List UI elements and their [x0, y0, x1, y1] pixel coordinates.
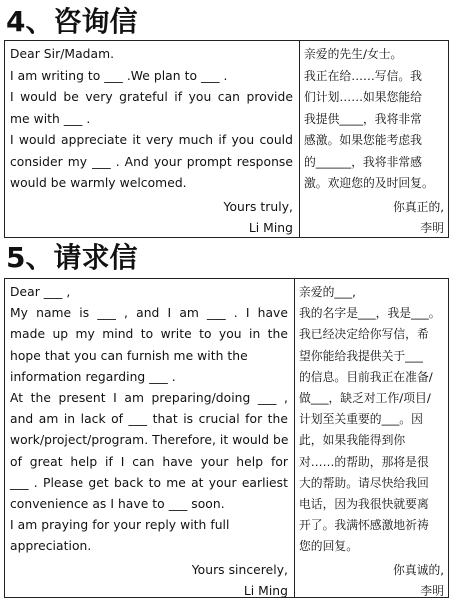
letter-line: 开了。我满怀感激地祈祷	[299, 518, 429, 533]
letter-line: appreciation.	[10, 539, 92, 554]
signoff-closing: 你真诚的,	[393, 562, 444, 577]
letter-line: 感激。如果您能考虑我	[304, 133, 422, 147]
request-letter-english	[5, 279, 295, 597]
letter-line: 我已经决定给你写信，希	[299, 327, 429, 342]
letter-line: ___ . Please get back to me at your earliest	[10, 475, 288, 490]
letter-line: convenience as I have to ___ soon.	[10, 497, 225, 512]
letter-line: 我提供____，我将非常	[304, 111, 422, 126]
letter-line: Dear ___ ,	[10, 285, 71, 299]
letter-line: 计划至关重要的___。因	[299, 412, 423, 427]
letter-line: 的______，我将非常感	[304, 154, 422, 169]
letter-line: 做___，缺乏对工作/项目/	[299, 391, 431, 406]
signoff-closing: Yours truly,	[223, 199, 293, 214]
letter-line: Dear Sir/Madam.	[10, 47, 115, 61]
letter-line: 望你能给我提供关于___	[299, 348, 423, 363]
letter-line: hope that you can furnish me with the	[10, 348, 248, 363]
letter-line: me with ___ .	[10, 111, 91, 126]
letter-line: 我的名字是___，我是___。	[299, 306, 441, 321]
letter-line: and am in lack of ___ that is crucial for the	[10, 412, 288, 427]
letter-line: I am praying for your reply with full	[10, 518, 230, 533]
letter-line: 大的帮助。请尽快给我回	[299, 475, 429, 490]
letter-line: 们计划……如果您能给	[304, 90, 422, 104]
letter-line: work/project/program. Therefore, it would be	[10, 433, 289, 448]
letter-line: 您的回复。	[299, 539, 358, 554]
letter-line: would be warmly welcomed.	[10, 176, 187, 190]
request-letter-chinese	[295, 279, 448, 597]
letter-line: consider my ___ . And your prompt response	[10, 154, 293, 169]
letter-line: information regarding ___ .	[10, 369, 176, 384]
section-4-title: 4、咨询信	[6, 5, 138, 38]
letter-line: 我正在给……写信。我	[304, 68, 422, 83]
section-5-title: 5、请求信	[6, 241, 138, 274]
signoff-name: 李明	[420, 221, 444, 235]
letter-line: 激。欢迎您的及时回复。	[304, 176, 434, 190]
signoff-closing: Yours sincerely,	[191, 562, 288, 577]
letter-line: 电话，因为我很快就要离	[299, 497, 429, 512]
letter-line: 亲爱的先生/女士。	[304, 47, 403, 61]
inquiry-letter-chinese	[300, 41, 448, 237]
signoff-name: Li Ming	[243, 583, 288, 597]
signoff-closing: 你真正的,	[393, 199, 444, 214]
letter-line: made up my mind to write to you in the	[10, 327, 288, 342]
signoff-name: 李明	[420, 583, 444, 597]
letter-line: I am writing to ___ .We plan to ___ .	[10, 68, 228, 83]
request-letter-box	[4, 278, 449, 598]
letter-line: My name is ___ , and I am ___ . I have	[10, 306, 288, 321]
inquiry-letter-english	[5, 41, 300, 237]
letter-line: of great help if I can have your help for	[10, 454, 288, 469]
letter-line: 此，如果我能得到你	[299, 433, 406, 448]
letter-line: 的信息。目前我正在准备/	[299, 369, 433, 384]
inquiry-letter-box	[4, 40, 449, 238]
letter-line: I would appreciate it very much if you could	[10, 133, 293, 147]
letter-line: At the present I am preparing/doing ___ ,	[10, 391, 288, 406]
letter-line: 亲爱的___,	[299, 285, 356, 299]
letter-line: 对……的帮助，那将是很	[299, 454, 429, 469]
signoff-name: Li Ming	[248, 221, 293, 235]
letter-line: I would be very grateful if you can provide	[10, 90, 293, 104]
